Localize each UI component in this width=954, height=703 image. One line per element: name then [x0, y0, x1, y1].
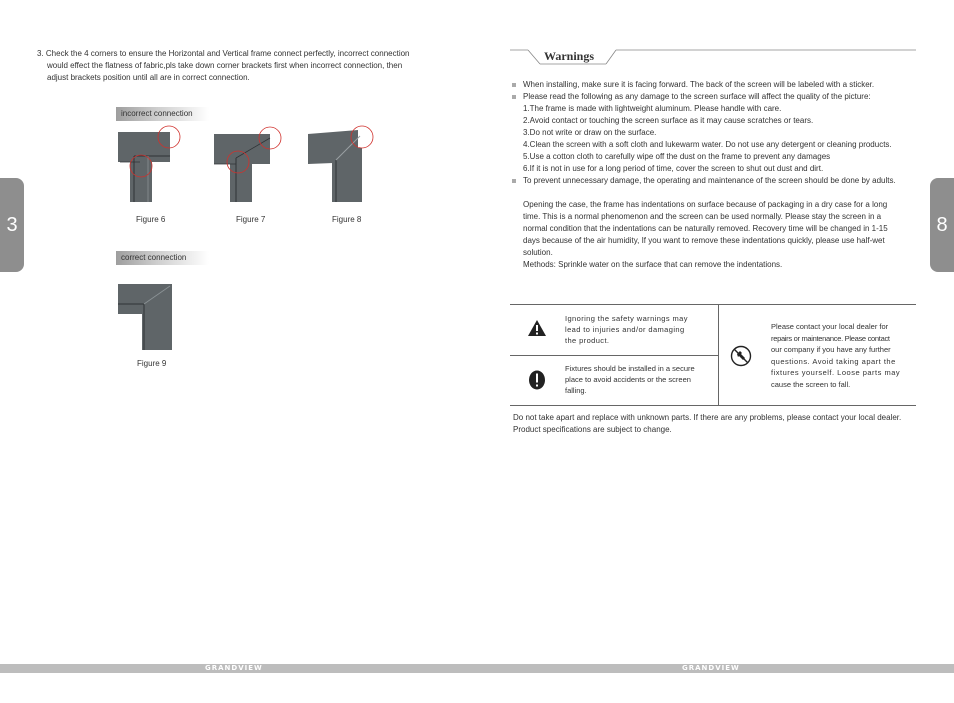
warning-subitem-4: 4.Clean the screen with a soft cloth and lukewarm water. Do not use any detergent or cleaning products.	[523, 140, 892, 149]
warning-subitem-5: 5.Use a cotton cloth to carefully wipe off the dust on the frame to prevent any damages	[523, 152, 831, 161]
caution-line-3: the product.	[565, 336, 610, 345]
figure-8-diagram	[302, 122, 382, 208]
figure-7-diagram	[206, 122, 286, 208]
install-text	[565, 363, 715, 396]
warnings-list	[512, 79, 922, 271]
caution-line-2: lead to injuries and/or damaging	[565, 325, 685, 334]
dealer-line-1: Please contact your local dealer for	[771, 322, 889, 331]
indentation-paragraph-line-2: time. This is a normal phenomenon and the screen can be used normally. Please stay the screen in a	[523, 212, 882, 221]
warning-item-1: When installing, make sure it is facing forward. The back of the screen will be labeled with a sticker.	[512, 79, 922, 91]
page-number-right: 8	[936, 213, 948, 236]
instruction-line-3: adjust brackets position until all are in correct connection.	[47, 73, 250, 82]
warnings-heading: Warnings	[544, 49, 595, 63]
page-number-right-tab	[930, 178, 954, 272]
footnote-line-2: Product specifications are subject to change.	[513, 425, 672, 434]
indentation-paragraph-line-1: Opening the case, the frame has indentations on surface because of packaging in a dry case for a long	[523, 200, 888, 209]
correct-connection-label: correct connection	[116, 251, 209, 265]
dealer-text	[771, 321, 915, 390]
figure-6-diagram	[110, 122, 190, 208]
figure-8-caption: Figure 8	[332, 215, 362, 224]
warning-subitem-1: 1.The frame is made with lightweight aluminum. Please handle with care.	[523, 104, 782, 113]
no-disassembly-icon	[730, 345, 752, 367]
instruction-line-1: 3. Check the 4 corners to ensure the Horizontal and Vertical frame connect perfectly, incorrect connection	[37, 49, 410, 58]
incorrect-connection-label: incorrect connection	[116, 107, 209, 121]
dealer-line-2: repairs or maintenance. Please contact	[771, 333, 890, 343]
figure-7-caption: Figure 7	[236, 215, 266, 224]
warning-subitem-2: 2.Avoid contact or touching the screen surface as it may cause scratches or tears.	[523, 116, 814, 125]
spacer	[512, 187, 922, 199]
dealer-line-5: fixtures yourself. Loose parts may	[771, 368, 901, 377]
instruction-line-2: would effect the flatness of fabric,pls take down corner brackets first when incorrect connection, then	[47, 61, 403, 70]
warning-item-2: Please read the following as any damage to the screen surface will affect the quality of the picture:	[512, 91, 922, 103]
install-line-1: Fixtures should be installed in a secure	[565, 364, 695, 373]
page-number-left: 3	[6, 213, 18, 236]
dealer-line-4: questions. Avoid taking apart the	[771, 356, 896, 366]
brand-logo-right: GRANDVIEW	[682, 664, 740, 672]
caution-text	[565, 313, 715, 346]
brand-logo-left: GRANDVIEW	[205, 664, 263, 672]
instruction-text	[37, 48, 457, 84]
warning-triangle-icon	[527, 319, 547, 337]
table-vertical-divider	[718, 305, 719, 405]
footer-bar	[0, 664, 954, 673]
footnote	[513, 412, 923, 436]
warning-subitem-3: 3.Do not write or draw on the surface.	[523, 128, 657, 137]
indentation-paragraph-line-4: days because of the air humidity, If you want to remove these indentations quickly, please use half-wet	[523, 236, 885, 245]
indentation-paragraph-line-6: Methods: Sprinkle water on the surface that can remove the indentations.	[523, 260, 783, 269]
page-number-left-tab	[0, 178, 24, 272]
indentation-paragraph-line-3: normal condition that the indentations can be naturally removed. Recovery time will be changed in 1-15	[523, 224, 888, 233]
warning-item-3: To prevent unnecessary damage, the operating and maintenance of the screen should be done by adults.	[512, 175, 922, 187]
dealer-line-6: cause the screen to fall.	[771, 379, 851, 389]
footnote-line-1: Do not take apart and replace with unknown parts. If there are any problems, please contact your local dealer.	[513, 413, 902, 422]
caution-line-1: Ignoring the safety warnings may	[565, 314, 688, 323]
table-horizontal-divider	[510, 355, 718, 356]
install-line-3: falling.	[565, 386, 587, 395]
dealer-line-3: our company if you have any further	[771, 345, 891, 354]
exclamation-circle-icon	[528, 370, 546, 390]
warning-subitem-6: 6.If it is not in use for a long period of time, cover the screen to shut out dust and dirt.	[523, 164, 824, 173]
figure-6-caption: Figure 6	[136, 215, 166, 224]
install-line-2: place to avoid accidents or the screen	[565, 375, 691, 384]
indentation-paragraph-line-5: solution.	[523, 248, 553, 257]
figure-9-diagram	[114, 282, 178, 352]
safety-table	[510, 304, 916, 406]
figure-9-caption: Figure 9	[137, 359, 167, 368]
